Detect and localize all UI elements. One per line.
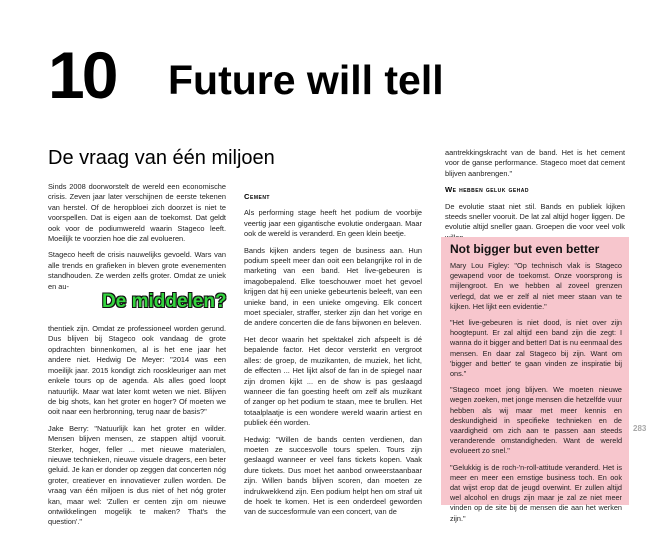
text-column-1 <box>48 182 226 534</box>
chapter-number: 10 <box>48 38 116 112</box>
sidebar-body <box>450 261 622 530</box>
section-subtitle: De vraag van één miljoen <box>48 147 275 169</box>
callout-heading: De middelen? <box>102 291 227 312</box>
paragraph: Stageco heeft de crisis nauwelijks gevoeld. Wars van alle trends en grafieken in bleven grote evenementen standhouden. Ze werden zelfs groter. Omdat ze uniek en au- <box>48 250 226 291</box>
paragraph: thentiek zijn. Omdat ze professioneel worden gerund. Dus blijven bij Stageco ook vandaag de grote opdrachten binnenkomen, al is het ene jaar het andere niet. Hedwig De Meyer: "2014 was een moeilijk jaar. 2015 kondigt zich rooskleuriger aan met enkele tours op de agenda. Als alles goed loopt natuurlijk. Maar wat later komt weten we niet. Blijven de big shots, kan het groter en hoger? Of moeten we ooit naar een herbronning, terug naar de basis?" <box>48 324 226 417</box>
paragraph: Mary Lou Figley: "Op technisch vlak is Stageco gewapend voor de toekomst. Onze voorsprong is mijlengroot. En we hebben al zoveel grenzen verlegd, dat we er zelf al niet meer staan van te kijken. Het lijkt een evidentie." <box>450 261 622 311</box>
paragraph: Als performing stage heeft het podium de voorbije veertig jaar een gigantische evolutie ondergaan. Maar ook de wereld is veranderd. En geen klein beetje. <box>244 208 422 239</box>
section-heading: Cement <box>244 192 270 201</box>
text-column-2 <box>244 192 422 524</box>
paragraph: "Gelukkig is de roch-'n-roll-attitude veranderd. Het is meer en meer een ernstige business toch. En ook dat wijst erop dat de jeugd overwint. Er zullen altijd wel alcohol en drugs zijn maar je zal ze niet meer vinden op de site bij de mensen die aan het werken zijn." <box>450 462 622 523</box>
paragraph: Bands kijken anders tegen de business aan. Hun podium speelt meer dan ooit een belangrijke rol in de marketing van een band. Het live-gebeuren is imagobepalend. Elke toeschouwer moet het gevoel krijgen dat hij een unieke gebeurtenis beleeft, van een unieke band, in een unieke omgeving. Elk concert moet specialer, straffer, sterker zijn dan het vorige en de andere concerten die de fans bijwonen en beleven. <box>244 245 422 328</box>
section-heading: We hebben geluk gehad <box>445 185 530 195</box>
paragraph: Hedwig: "Willen de bands centen verdienen, dan moeten ze succesvolle tours spelen. Tours zijn geslaagd wanneer er veel fans tickets kopen. Vaak dure tickets. Dus moet het aanbod onweerstaanbaar zijn. Willen bands blijven scoren, dan moeten ze indrukwekkend zijn. Een podium helpt hen om straf uit de hoek te komen. Het is een onderdeel geworden van de succesformule van een concert, van de <box>244 434 422 517</box>
page-number: 283 <box>633 424 647 433</box>
paragraph: Het decor waarin het spektakel zich afspeelt is dé bepalende factor. Het decor versterkt en vergroot alles: de groep, de muzikanten, de muziek, het licht, de effecten ... Het lijkt alsof de fan in de spiegel naar zijn dromen kijkt ... en de show is pas geslaagd wanneer die fan goesting heeft om zelf als muzikant of zanger op het podium te staan, mee te brullen. Het totaalplaatje is een wondere wereld waarin artiest en publiek één worden. <box>244 334 422 428</box>
paragraph: Jake Berry: "Natuurlijk kan het groter en wilder. Mensen blijven mensen, ze stappen altijd vooruit. Sterker, hoger, feller ... met nieuwe materialen, nieuwe technieken, nieuwe visuele dragers, een beter geluid. Je kan er donder op zeggen dat concerten nóg groter, creatiever en innovatiever zullen worden. De vraag van één miljoen is dus niet of het nóg groter kan, maar wel: 'Zullen er centen zijn om nieuwe ontwikkelingen mogelijk te maken? That's the question'." <box>48 423 226 527</box>
sidebar-box <box>441 237 629 523</box>
text-column-3 <box>445 148 625 249</box>
paragraph: Sinds 2008 doorworstelt de wereld een economische crisis. Zeven jaar later verschijnen de eerste tekenen van herstel. Of de heropbloei zich doorzet is niet te voorspellen. Dat is eigen aan de toekomst. Dat geldt ook voor de podiumwereld waarin Stageco leeft. Moeilijk te voorzien hoe die zal evolueren. <box>48 182 226 244</box>
chapter-title: Future will tell <box>168 57 444 103</box>
paragraph: De evolutie staat niet stil. Bands en publiek kijken steeds sneller vooruit. De lat zal altijd hoger liggen. De evolutie altijd sneller gaan. Groepen die voor veel volk <box>445 201 625 232</box>
paragraph: "Het live-gebeuren is niet dood, is niet over zijn hoogtepunt. Er zal altijd een band zijn die zegt: I wanna do it bigger and better! Dat is nu eenmaal des mensen. En daar zal Stageco bij zijn. Want om 'bigger and better' te gaan vinden ze inspiratie bij ons." <box>450 318 622 379</box>
paragraph: aantrekkingskracht van de band. Het is het cement voor de ganse performance. Stageco moet dat cement blijven aanbrengen." <box>445 148 625 178</box>
paragraph: "Stageco moet jong blijven. We moeten nieuwe wegen zoeken, met jonge mensen die hetzelfde vuur hebben als wij maar met meer kennis en deskundigheid in specifieke technieken en de vaardigheid om zich aan te passen aan steeds veranderende omstandigheden. Want de wereld evolueert zo snel." <box>450 385 622 456</box>
sidebar-title: Not bigger but even better <box>450 242 600 256</box>
